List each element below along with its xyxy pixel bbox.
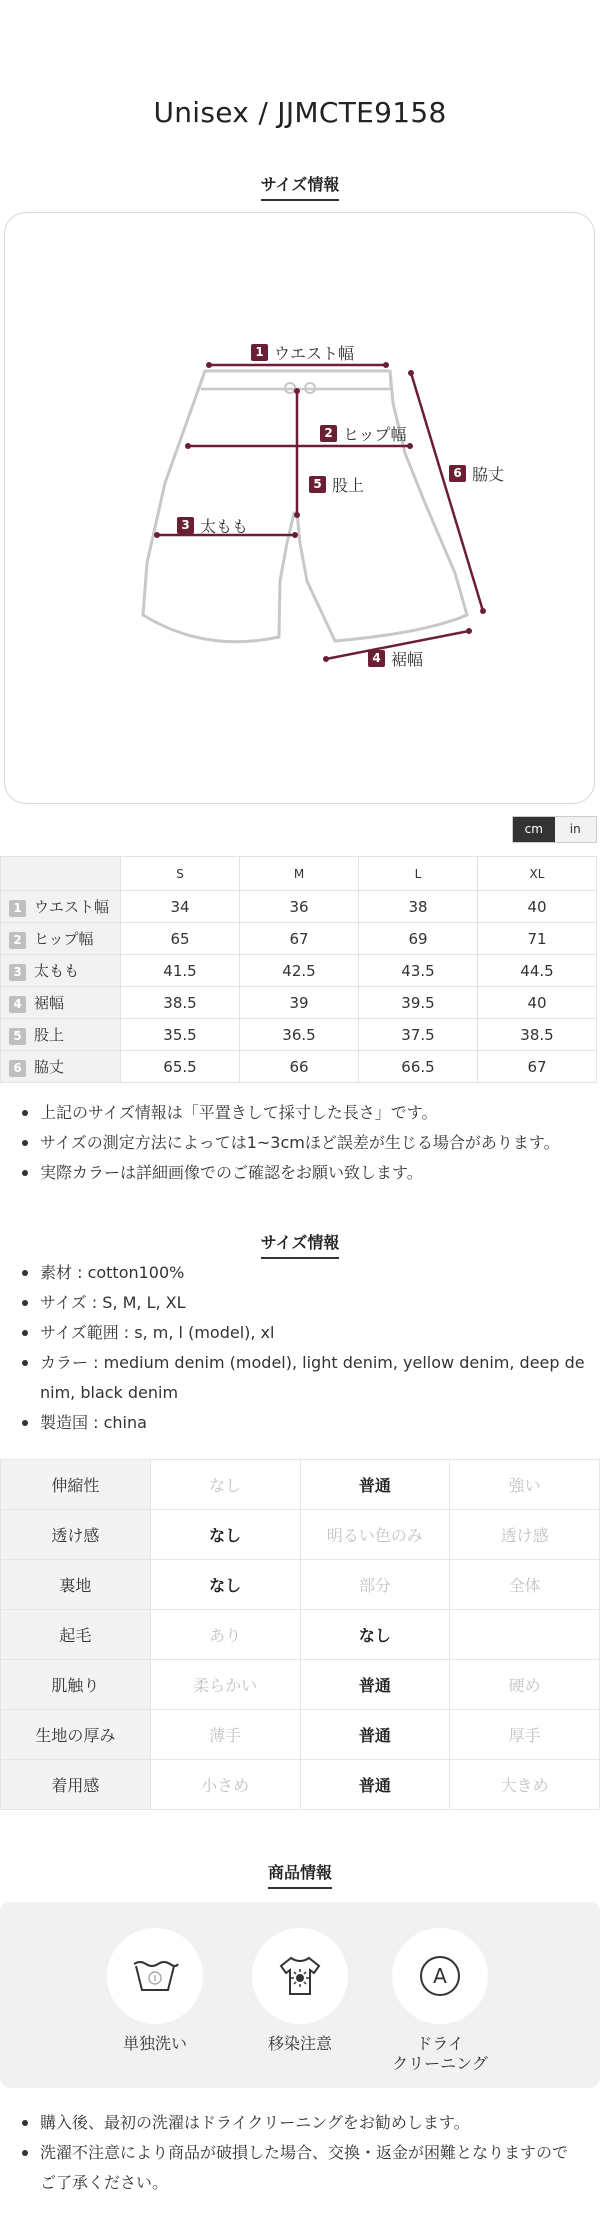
label-hem: 4 裾幅: [368, 647, 423, 670]
list-item: カラー : medium denim (model), light denim, yellow denim, deep denim, black denim: [22, 1348, 590, 1408]
cell: 36: [240, 891, 359, 923]
spec-row: [1, 1510, 600, 1560]
spec-option: 全体: [450, 1560, 600, 1610]
care-notes: [22, 2108, 582, 2198]
cell: 65.5: [121, 1051, 240, 1083]
spec-option: 部分: [300, 1560, 450, 1610]
table-row: [1, 891, 597, 923]
row-label: 3 太もも: [1, 955, 121, 987]
table-row: [1, 955, 597, 987]
label-waist: 1 ウエスト幅: [251, 341, 354, 364]
cell: 41.5: [121, 955, 240, 987]
row-label: 2 ヒップ幅: [1, 923, 121, 955]
list-item: 製造国 : china: [22, 1408, 590, 1438]
label-rise: 5 股上: [309, 473, 364, 496]
spec-option: 普通: [300, 1460, 450, 1510]
fabric-spec-table: [0, 1459, 600, 1810]
spec-row: [1, 1610, 600, 1660]
spec-label: 伸縮性: [1, 1460, 151, 1510]
col-l: L: [359, 857, 478, 891]
spec-option: 薄手: [150, 1710, 300, 1760]
spec-option: 硬め: [450, 1660, 600, 1710]
list-item: サイズ範囲 : s, m, l (model), xl: [22, 1318, 590, 1348]
spec-row: [1, 1560, 600, 1610]
label-side-length: 6 脇丈: [449, 462, 504, 485]
cell: 67: [240, 923, 359, 955]
spec-option: なし: [300, 1610, 450, 1660]
cell: 66.5: [359, 1051, 478, 1083]
cell: 66: [240, 1051, 359, 1083]
size-info-heading: サイズ情報: [0, 172, 600, 201]
cell: 67: [478, 1051, 597, 1083]
dry-clean-icon: [392, 1928, 488, 2024]
size-diagram: [4, 212, 595, 804]
cell: 39.5: [359, 987, 478, 1019]
spec-option: 透け感: [450, 1510, 600, 1560]
cell: 37.5: [359, 1019, 478, 1051]
table-row: [1, 1019, 597, 1051]
row-label: 6 脇丈: [1, 1051, 121, 1083]
row-label: 4 裾幅: [1, 987, 121, 1019]
spec-option: あり: [150, 1610, 300, 1660]
list-item: サイズ : S, M, L, XL: [22, 1288, 590, 1318]
cell: 35.5: [121, 1019, 240, 1051]
hand-wash-separately-icon: [107, 1928, 203, 2024]
col-xl: XL: [478, 857, 597, 891]
spec-option: 普通: [300, 1760, 450, 1810]
size-table: [0, 856, 597, 1083]
size-table-header: [1, 857, 597, 891]
spec-option: 大きめ: [450, 1760, 600, 1810]
product-info-heading: 商品情報: [0, 1860, 600, 1889]
list-item: 洗濯不注意により商品が破損した場合、交換・返金が困難となりますのでご了承ください。: [22, 2138, 582, 2198]
care-panel: [0, 1902, 600, 2088]
label-thigh: 3 太もも: [177, 514, 248, 537]
spec-option: 普通: [300, 1710, 450, 1760]
row-label: 5 股上: [1, 1019, 121, 1051]
cell: 34: [121, 891, 240, 923]
care-item-hand-wash: [95, 1928, 215, 2054]
spec-row: [1, 1710, 600, 1760]
list-item: 購入後、最初の洗濯はドライクリーニングをお勧めします。: [22, 2108, 582, 2138]
spec-label: 透け感: [1, 1510, 151, 1560]
cell: 42.5: [240, 955, 359, 987]
table-row: [1, 923, 597, 955]
spec-option: 普通: [300, 1660, 450, 1710]
care-label: 単独洗い: [122, 2034, 187, 2053]
care-label: ドライ クリーニング: [392, 2034, 488, 2073]
spec-label: 起毛: [1, 1610, 151, 1660]
spec-option: 明るい色のみ: [300, 1510, 450, 1560]
cell: 65: [121, 923, 240, 955]
product-title: Unisex / JJMCTE9158: [153, 96, 447, 129]
size-notes: [22, 1098, 582, 1188]
list-item: サイズの測定方法によっては1~3cmほど誤差が生じる場合があります。: [22, 1128, 582, 1158]
color-transfer-icon: [252, 1928, 348, 2024]
spec-option: 厚手: [450, 1710, 600, 1760]
cell: 38.5: [121, 987, 240, 1019]
col-m: M: [240, 857, 359, 891]
spec-row: [1, 1660, 600, 1710]
spec-option: 強い: [450, 1460, 600, 1510]
spec-label: 着用感: [1, 1760, 151, 1810]
cell: 36.5: [240, 1019, 359, 1051]
list-item: 上記のサイズ情報は「平置きして採寸した長さ」です。: [22, 1098, 582, 1128]
list-item: 実際カラーは詳細画像でのご確認をお願い致します。: [22, 1158, 582, 1188]
col-s: S: [121, 857, 240, 891]
unit-toggle[interactable]: [512, 816, 597, 843]
shorts-illustration: [5, 213, 596, 805]
care-item-dry-clean: [380, 1928, 500, 2074]
cell: 71: [478, 923, 597, 955]
row-label: 1 ウエスト幅: [1, 891, 121, 923]
unit-in-button[interactable]: in: [555, 817, 597, 842]
spec-option: なし: [150, 1510, 300, 1560]
cell: 38: [359, 891, 478, 923]
spec-row: [1, 1460, 600, 1510]
size-table-corner: [1, 857, 121, 891]
cell: 44.5: [478, 955, 597, 987]
cell: 39: [240, 987, 359, 1019]
cell: 40: [478, 987, 597, 1019]
unit-cm-button[interactable]: cm: [513, 817, 555, 842]
material-info-heading: サイズ情報: [0, 1230, 600, 1259]
spec-label: 生地の厚み: [1, 1710, 151, 1760]
spec-option: なし: [150, 1460, 300, 1510]
table-row: [1, 1051, 597, 1083]
cell: 69: [359, 923, 478, 955]
cell: 38.5: [478, 1019, 597, 1051]
cell: 43.5: [359, 955, 478, 987]
spec-label: 肌触り: [1, 1660, 151, 1710]
spec-label: 裏地: [1, 1560, 151, 1610]
material-info-list: [22, 1258, 590, 1438]
care-item-color-transfer: [240, 1928, 360, 2054]
spec-row: [1, 1760, 600, 1810]
care-label: 移染注意: [267, 2034, 332, 2053]
label-hip: 2 ヒップ幅: [320, 422, 407, 445]
spec-option: [450, 1610, 600, 1660]
list-item: 素材 : cotton100%: [22, 1258, 590, 1288]
spec-option: 小さめ: [150, 1760, 300, 1810]
table-row: [1, 987, 597, 1019]
spec-option: 柔らかい: [150, 1660, 300, 1710]
cell: 40: [478, 891, 597, 923]
svg-text:A: A: [433, 1964, 447, 1988]
spec-option: なし: [150, 1560, 300, 1610]
